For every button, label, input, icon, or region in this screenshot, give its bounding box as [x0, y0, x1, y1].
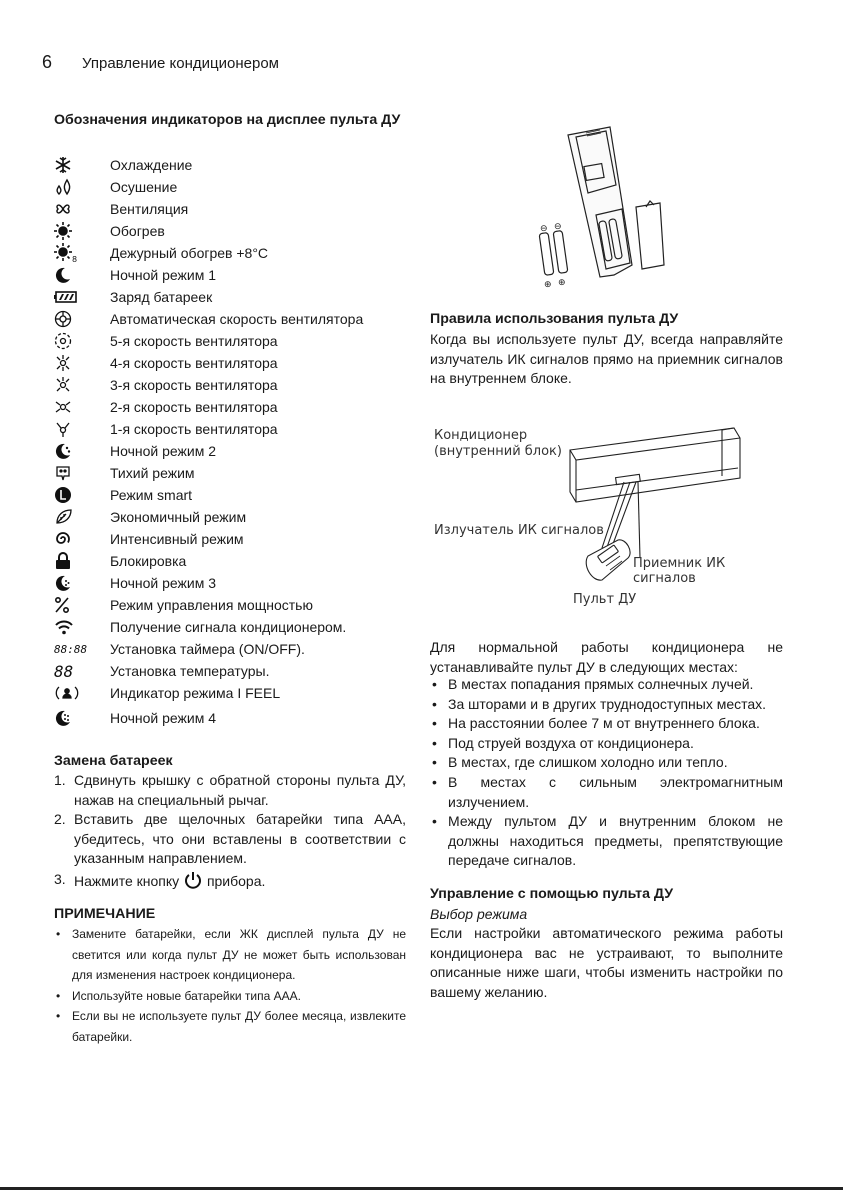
indicator-label: 1-я скорость вентилятора: [110, 421, 278, 437]
svg-text:88:88: 88:88: [54, 643, 88, 656]
indicator-label: Установка таймера (ON/OFF).: [110, 641, 305, 657]
indicator-label: Ночной режим 4: [110, 710, 217, 726]
list-item: [54, 528, 414, 550]
fan-speed-4-icon: [54, 354, 110, 372]
smart-icon: [54, 486, 110, 504]
list-item: [54, 506, 414, 528]
eco-icon: [54, 508, 110, 526]
quiet-icon: [54, 464, 110, 482]
moon-stars-icon: [54, 442, 110, 460]
wifi-signal-icon: [54, 618, 110, 636]
moon-icon: [54, 266, 110, 284]
indicator-label: Индикатор режима I FEEL: [110, 685, 281, 701]
list-item: [54, 396, 414, 418]
indicator-list: [54, 154, 414, 732]
usage-rules-heading: Правила использования пульта ДУ: [430, 311, 679, 327]
sun-8-icon: [54, 243, 110, 263]
list-item: [54, 616, 414, 638]
moon-4-icon: [54, 709, 110, 727]
list-item: [54, 286, 414, 308]
ifeel-icon: [54, 684, 110, 702]
control-subtitle: Выбор режима: [430, 906, 528, 922]
indicator-label: Экономичный режим: [110, 509, 247, 525]
indicator-label: Автоматическая скорость вентилятора: [110, 311, 364, 327]
list-item: [54, 462, 414, 484]
indicator-label: Режим smart: [110, 487, 193, 503]
list-item: 2. Вставить две щелочных батарейки типа AAA, убедитесь, что они вставлены в соответствии с указанным направлением.: [54, 811, 406, 867]
list-item: [54, 550, 414, 572]
list-item: [54, 220, 414, 242]
indicator-label: Ночной режим 1: [110, 267, 217, 283]
list-item: [54, 572, 414, 594]
drops-icon: [54, 178, 110, 196]
temp-display-icon: [54, 662, 110, 680]
svg-text:⊕: ⊕: [558, 278, 566, 288]
indicator-label: 5-я скорость вентилятора: [110, 333, 278, 349]
svg-text:8: 8: [72, 255, 78, 263]
indicator-label: Охлаждение: [110, 157, 193, 173]
indicator-label: Вентиляция: [110, 201, 189, 217]
indicator-label: Заряд батареек: [110, 289, 213, 305]
list-item: • На расстоянии более 7 м от внутреннего блока.: [432, 715, 760, 732]
label-remote: Пульт ДУ: [573, 592, 637, 607]
list-item: • Если вы не используете пульт ДУ более месяца, извлеките батарейки.: [56, 1009, 406, 1044]
moon-dots-icon: [54, 574, 110, 592]
svg-text:⊖: ⊖: [540, 224, 548, 234]
list-item: [54, 198, 414, 220]
svg-text:88: 88: [54, 662, 74, 680]
list-item: [54, 704, 414, 732]
indicator-label: Блокировка: [110, 553, 187, 569]
list-item: • Под струей воздуха от кондиционера.: [432, 734, 694, 751]
chapter-title: Управление кондиционером: [82, 55, 279, 72]
page-number: 6: [42, 52, 53, 72]
snowflake-icon: [54, 156, 110, 174]
fan-icon: [54, 200, 110, 218]
note-list: [54, 924, 406, 1047]
battery-heading: Замена батареек: [54, 753, 173, 769]
sun-icon: [54, 222, 110, 240]
fan-speed-1-icon: [54, 420, 110, 438]
list-item: [54, 638, 414, 660]
control-heading: Управление с помощью пульта ДУ: [430, 886, 674, 902]
indicator-label: Осушение: [110, 179, 178, 195]
fan-speed-3-icon: [54, 376, 110, 394]
indicator-label: Обогрев: [110, 223, 165, 239]
battery-steps: [54, 771, 406, 896]
indicator-label: 3-я скорость вентилятора: [110, 377, 278, 393]
list-item: [54, 594, 414, 616]
label-receiver: Приемник ИК сигналов: [633, 556, 726, 586]
list-item: [54, 308, 414, 330]
percent-icon: [54, 596, 110, 614]
indicator-label: Ночной режим 3: [110, 575, 217, 591]
list-item: • Между пультом ДУ и внутренним блоком не должны находиться предметы, препятствующие передаче сигналов.: [432, 813, 783, 869]
control-text: Если настройки автоматического режима работы кондиционера вас не устраивают, то выполните описанные ниже шаги, чтобы изменить настройки по вашему желанию.: [430, 925, 783, 1000]
list-item: [54, 418, 414, 440]
list-item: [54, 440, 414, 462]
indicator-label: 4-я скорость вентилятора: [110, 355, 278, 371]
fan-speed-2-icon: [54, 398, 110, 416]
list-item: [54, 176, 414, 198]
list-item: [54, 484, 414, 506]
list-item: 3. Нажмите кнопку прибора.: [54, 870, 406, 896]
indicator-label: Интенсивный режим: [110, 531, 244, 547]
label-ac: Кондиционер: [434, 428, 528, 443]
lock-icon: [54, 552, 110, 570]
list-item: • В местах попадания прямых солнечных лучей.: [432, 676, 754, 692]
list-item: • За шторами и в других труднодоступных местах.: [432, 695, 767, 712]
placement-intro: Для нормальной работы кондиционера не устанавливайте пульт ДУ в следующих местах:: [430, 639, 783, 675]
battery-icon: [54, 291, 110, 303]
indicators-heading: Обозначения индикаторов на дисплее пульта ДУ: [54, 112, 401, 128]
indicator-label: Режим управления мощностью: [110, 597, 313, 613]
list-item: [54, 660, 414, 682]
ac-remote-diagram: [430, 420, 790, 615]
label-ac-sub: (внутренний блок): [434, 444, 562, 459]
label-emitter: Излучатель ИК сигналов: [434, 523, 604, 538]
usage-rules-text: Когда вы используете пульт ДУ, всегда направляйте излучатель ИК сигналов прямо на приемник сигналов на внутреннем блоке.: [430, 331, 783, 387]
power-icon: [183, 870, 203, 896]
list-item: 1. Сдвинуть крышку с обратной стороны пульта ДУ, нажав на специальный рычаг.: [54, 772, 406, 808]
list-item: [54, 330, 414, 352]
list-item: [54, 154, 414, 176]
list-item: [54, 682, 414, 704]
remote-battery-illustration: [530, 125, 690, 300]
indicator-label: Ночной режим 2: [110, 443, 217, 459]
indicator-label: Дежурный обогрев +8°C: [110, 245, 269, 261]
svg-text:⊕: ⊕: [544, 280, 552, 290]
list-item: [54, 242, 414, 264]
list-item: • Замените батарейки, если ЖК дисплей пульта ДУ не светится или когда пульт ДУ не может быть использован для изменения настроек кондиционера.: [56, 927, 406, 982]
list-item: • В местах, где слишком холодно или тепло.: [432, 754, 728, 771]
timer-display-icon: [54, 641, 110, 657]
indicator-label: Тихий режим: [110, 465, 195, 481]
indicator-label: Установка температуры.: [110, 663, 270, 679]
list-item: [54, 374, 414, 396]
fan-auto-icon: [54, 310, 110, 328]
placement-list: [430, 675, 783, 871]
list-item: • В местах с сильным электромагнитным излучением.: [432, 773, 783, 810]
list-item: [54, 352, 414, 374]
indicator-label: 2-я скорость вентилятора: [110, 399, 278, 415]
note-heading: ПРИМЕЧАНИЕ: [54, 906, 156, 922]
list-item: [54, 264, 414, 286]
turbo-icon: [54, 530, 110, 548]
list-item: • Используйте новые батарейки типа AAA.: [56, 988, 301, 1003]
fan-speed-5-icon: [54, 332, 110, 350]
svg-text:⊖: ⊖: [554, 222, 562, 232]
indicator-label: Получение сигнала кондиционером.: [110, 619, 347, 635]
